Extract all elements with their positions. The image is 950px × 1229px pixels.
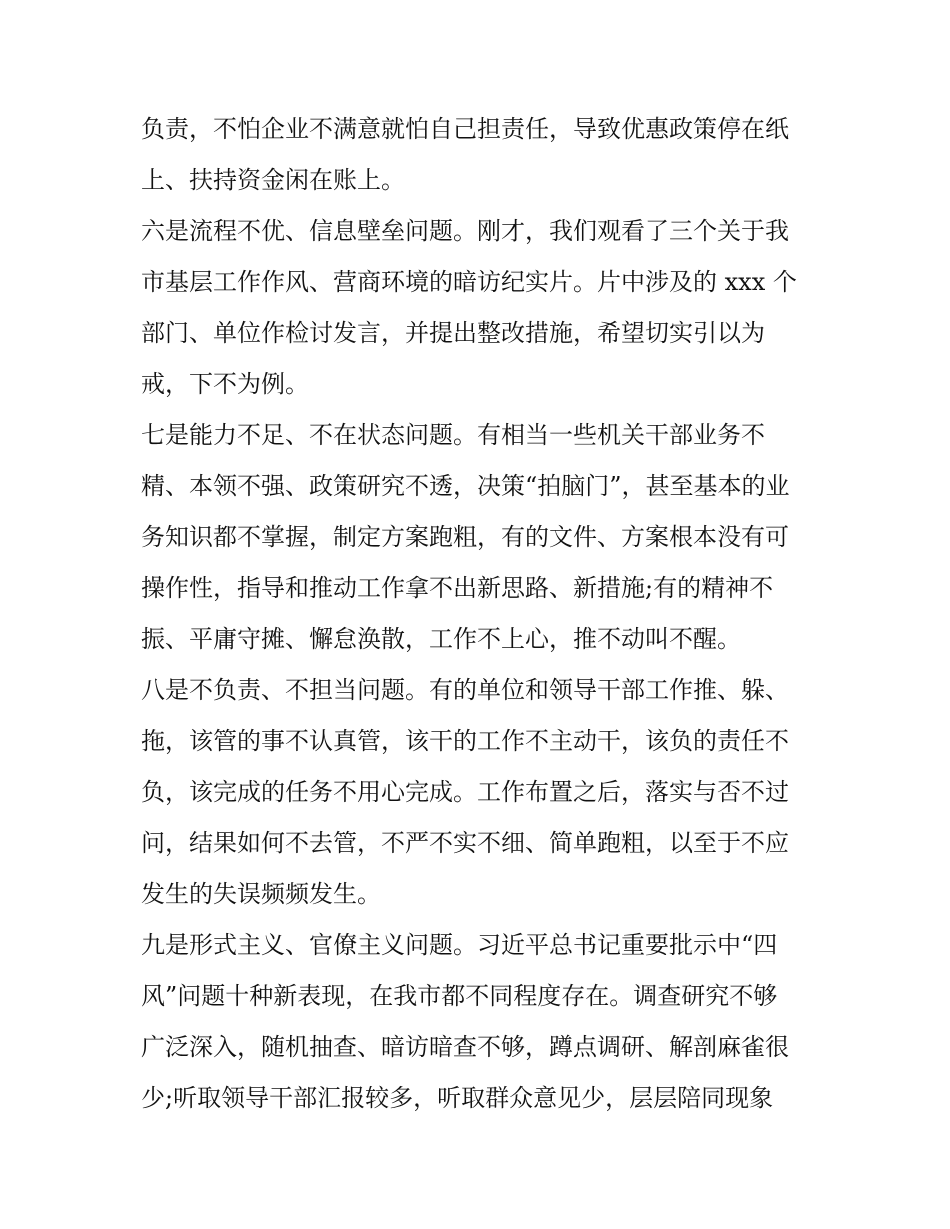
text-line: 广泛深入，随机抽查、暗访暗查不够，蹲点调研、解剖麻雀很 xyxy=(141,1033,789,1061)
text-line: 少;听取领导干部汇报较多，听取群众意见少，层层陪同现象 xyxy=(141,1084,774,1112)
text-line: 戒，下不为例。 xyxy=(141,370,309,398)
text-line: 九是形式主义、官僚主义问题。习近平总书记重要批示中“四 xyxy=(141,931,778,959)
body-text xyxy=(141,104,821,1124)
text-line: 七是能力不足、不在状态问题。有相当一些机关干部业务不 xyxy=(141,421,765,449)
text-line: 问，结果如何不去管，不严不实不细、简单跑粗，以至于不应 xyxy=(141,829,789,857)
text-line: 市基层工作作风、营商环境的暗访纪实片。片中涉及的 xxx 个 xyxy=(141,268,797,296)
text-line: 风”问题十种新表现，在我市都不同程度存在。调查研究不够 xyxy=(141,982,778,1010)
text-line: 部门、单位作检讨发言，并提出整改措施，希望切实引以为 xyxy=(141,319,765,347)
text-line: 拖，该管的事不认真管，该干的工作不主动干，该负的责任不 xyxy=(141,727,789,755)
text-line: 负，该完成的任务不用心完成。工作布置之后，落实与否不过 xyxy=(141,778,789,806)
text-line: 操作性，指导和推动工作拿不出新思路、新措施;有的精神不 xyxy=(141,574,774,602)
text-line: 八是不负责、不担当问题。有的单位和领导干部工作推、躲、 xyxy=(141,676,789,704)
text-line: 六是流程不优、信息壁垒问题。刚才，我们观看了三个关于我 xyxy=(141,217,789,245)
text-line: 精、本领不强、政策研究不透，决策“拍脑门”，甚至基本的业 xyxy=(141,472,790,500)
text-line: 负责，不怕企业不满意就怕自己担责任，导致优惠政策停在纸 xyxy=(141,115,789,143)
text-line: 务知识都不掌握，制定方案跑粗，有的文件、方案根本没有可 xyxy=(141,523,789,551)
text-line: 发生的失误频频发生。 xyxy=(141,880,381,908)
text-line: 振、平庸守摊、懈怠涣散，工作不上心，推不动叫不醒。 xyxy=(141,625,741,653)
text-line: 上、扶持资金闲在账上。 xyxy=(141,166,405,194)
